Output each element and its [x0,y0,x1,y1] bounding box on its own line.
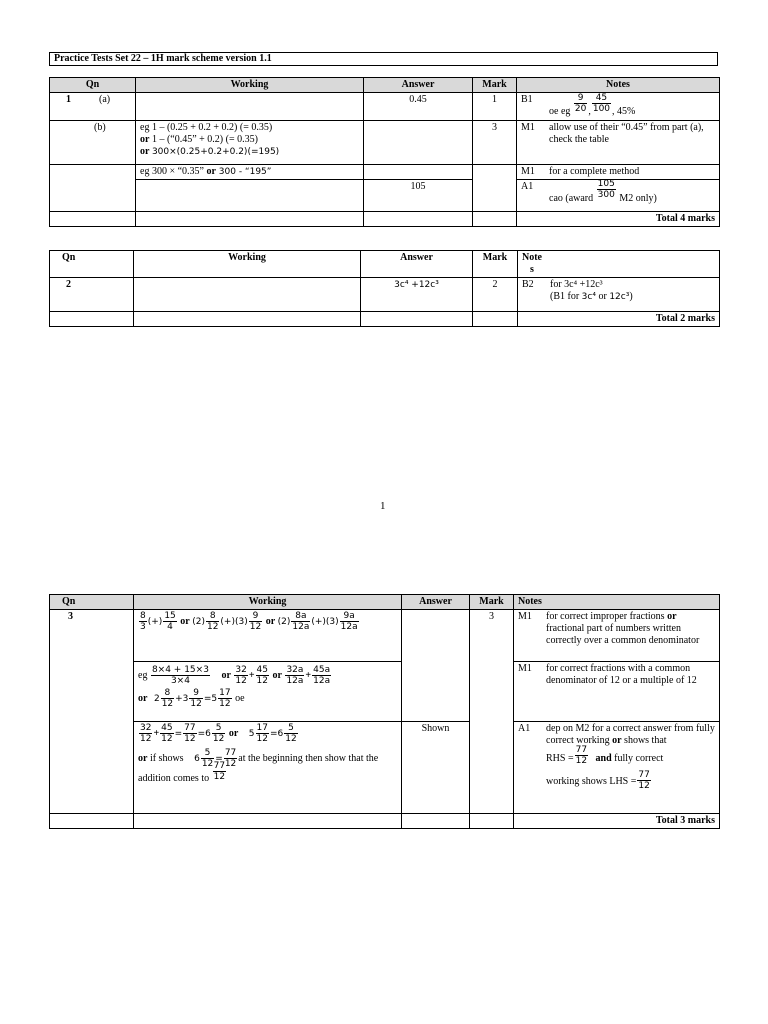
q1b-mark-2 [473,165,517,180]
q1b-answer-1 [364,121,473,165]
header-working: Working [136,78,364,93]
q2-qn: 2 [50,278,134,312]
q3-header-qn: Qn [50,595,134,610]
q2-notes: B2 for 3c⁴ +12c³ (B1 for 3c⁴ or 12c³) [518,278,720,312]
q1b-answer-2 [364,165,473,180]
q2-working [134,278,361,312]
fraction: $\frac{9}{20}$ [574,93,587,115]
q1b-working-1: eg 1 – (0.25 + 0.2 + 0.2) (= 0.35) or 1 – (“0.45” + 0.2) (= 0.35) or 300×(0.25+0.2+0.2)(=195) [136,121,364,165]
q3-header-mark: Mark [470,595,514,610]
q1a-working [136,93,364,121]
q2-header-notes: Note s [518,251,720,278]
fraction: $\frac{45}{100}$ [592,93,611,115]
header-qn: Qn [50,78,136,93]
q3-header-answer: Answer [402,595,470,610]
q3-header-working: Working [134,595,402,610]
q3-answer: Shown [402,722,470,814]
q2-header-mark: Mark [473,251,518,278]
q1b-answer: 105 [364,180,473,212]
q2-table [49,250,720,327]
q2-header-working: Working [134,251,361,278]
q3-working-2: eg $\frac{8\times 4 + 15\times 3}{3\times 4}$ or $\frac{32}{12}$ + $\frac{45}{12}$ or $\frac{32a}{12a}$ + $\frac{45a}{12a}$ or 2 $\frac{8}{12}$ +3 $\frac{9}{12}$ =5 $\frac{17}{12}$ oe [134,662,402,722]
q2-header-answer: Answer [361,251,473,278]
q1b-working-2: eg 300 × “0.35” or 300 - “195” [136,165,364,180]
fraction: $\frac{105}{300}$ [597,179,615,201]
q3-mark: 3 [470,610,514,662]
q3-total: Total 3 marks [514,814,720,829]
q3-notes-3: A1 dep on M2 for a correct answer from fully correct working or shows that RHS = $\frac{77}{12}$ and fully correct working shows LHS = $\frac{77}{12}$ [514,722,720,814]
q1b-qn: (b) [50,121,136,165]
q1-total: Total 4 marks [517,212,720,227]
q1a-qn: 1 (a) [50,93,136,121]
q3-notes-1: M1 for correct improper fractions or fractional part of numbers written correctly over a common denominator [514,610,720,662]
header-notes: Notes [517,78,720,93]
q1b-working-3 [136,180,364,212]
q2-mark: 2 [473,278,518,312]
q3-answer-1 [402,610,470,662]
page-number: 1 [380,500,386,512]
header-answer: Answer [364,78,473,93]
q1b-mark-3 [473,180,517,212]
q1a-answer: 0.45 [364,93,473,121]
q3-header-notes: Notes [514,595,720,610]
q2-header-qn: Qn [50,251,134,278]
header-mark: Mark [473,78,517,93]
q1b-notes-3: A1 cao (award $\frac{105}{300}$ M2 only) [517,180,720,212]
q1a-mark: 1 [473,93,517,121]
q1b-notes-2: M1 for a complete method [517,165,720,180]
q1b-notes-1: M1 allow use of their “0.45” from part (a), check the table [517,121,720,165]
q1a-notes: B1 oe eg $\frac{9}{20}$ , $\frac{45}{100}$ , 45% [517,93,720,121]
q3-working-3: $\frac{32}{12}$ + $\frac{45}{12}$ = $\frac{77}{12}$ =6 $\frac{5}{12}$ or 5 $\frac{17}{12}$ =6 $\frac{5}{12}$ or if shows 6 $\frac{5}{12}$ = $\frac{77}{12}$ at the beginning then show that the addition comes to $\frac{77}{12}$ [134,722,402,814]
document-title: Practice Tests Set 22 – 1H mark scheme version 1.1 [49,52,718,66]
q3-table [49,594,720,829]
q2-answer: 3c⁴ +12c³ [361,278,473,312]
q1b-mark: 3 [473,121,517,165]
q2-total: Total 2 marks [518,312,720,327]
q1b-qn-3 [50,180,136,212]
q3-notes-2: M1 for correct fractions with a common denominator of 12 or a multiple of 12 [514,662,720,722]
q1-table [49,77,720,227]
q1b-qn-2 [50,165,136,180]
q3-working-1: $\frac{8}{3}$ (+) $\frac{15}{4}$ or (2) $\frac{8}{12}$ (+)(3) $\frac{9}{12}$ or (2) $\frac{8a}{12a}$ (+)(3) $\frac{9a}{12a}$ [134,610,402,662]
q3-qn: 3 [50,610,134,662]
